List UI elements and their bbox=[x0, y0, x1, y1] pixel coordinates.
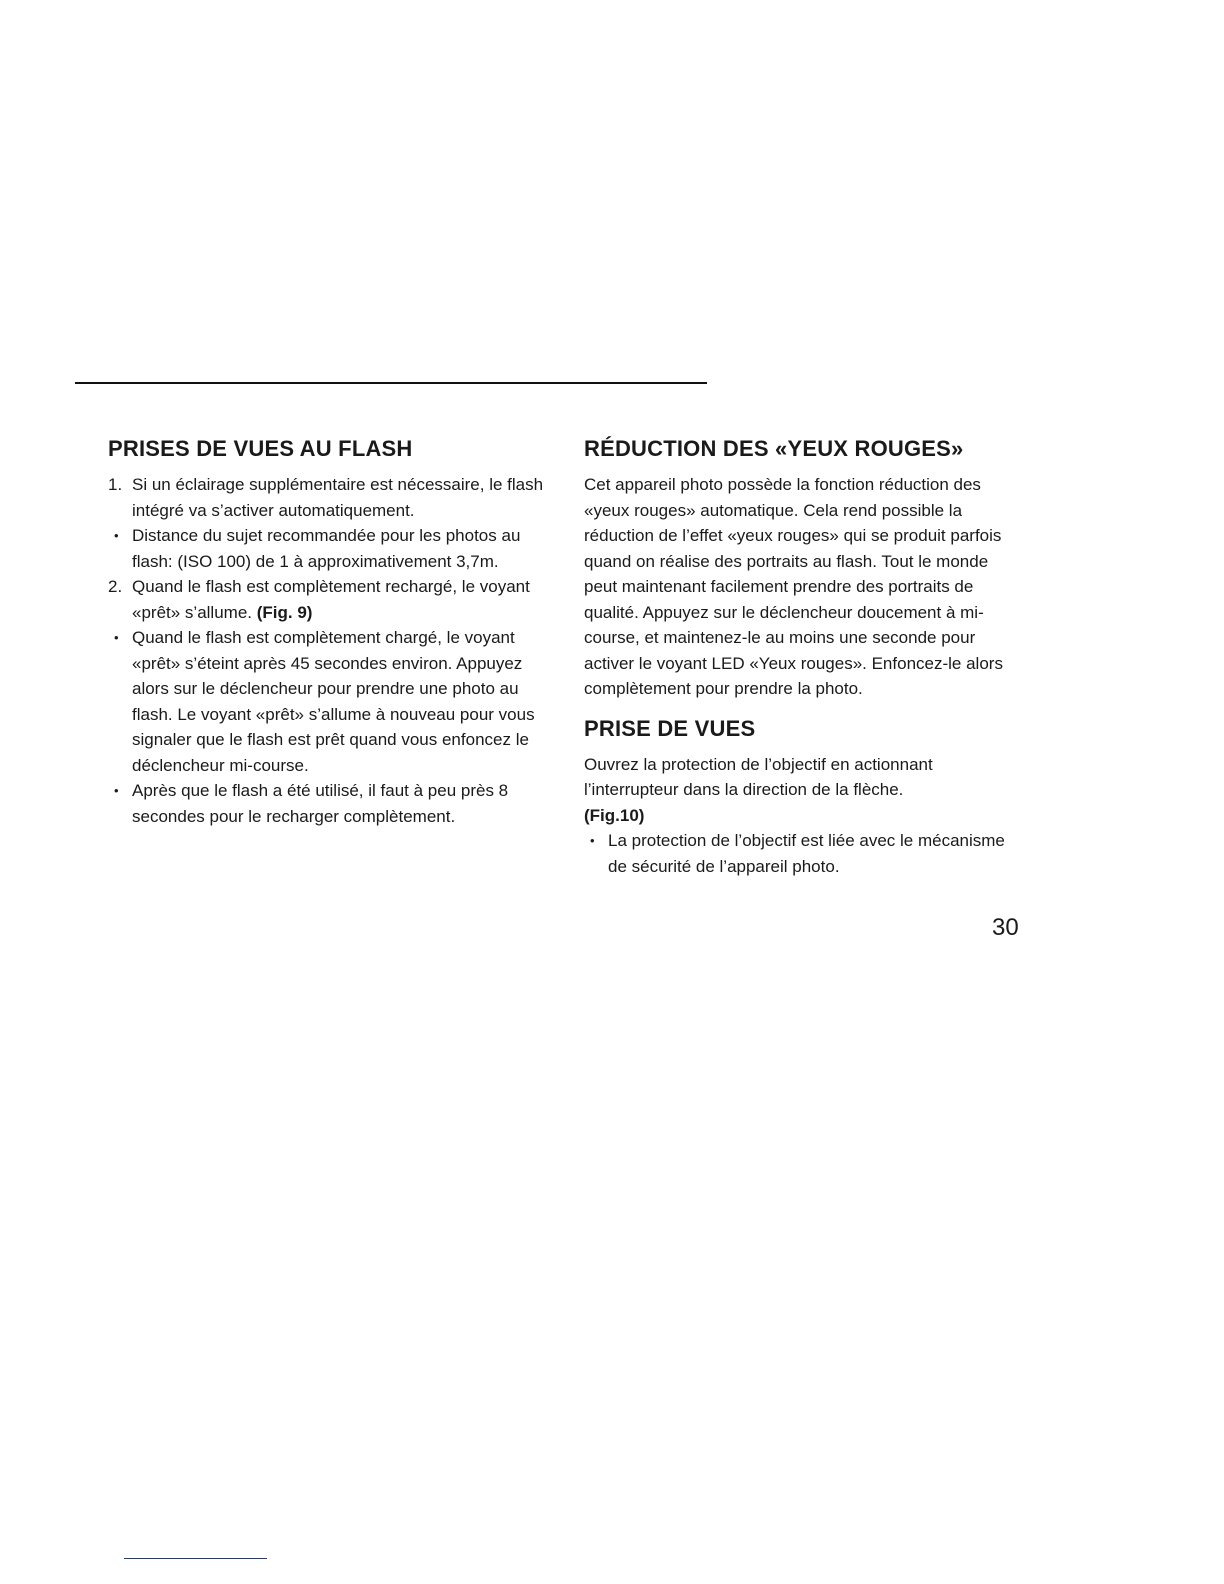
list-number: 2. bbox=[108, 577, 123, 596]
shooting-paragraph: Ouvrez la protection de l’objectif en actionnant l’interrupteur dans la direction de la flèche. bbox=[584, 754, 933, 799]
right-column bbox=[584, 436, 1014, 879]
list-item bbox=[108, 472, 558, 523]
red-eye-paragraph: Cet appareil photo possède la fonction réduction des «yeux rouges» automatique. Cela rend possible la réduction de l’effet «yeux rouges» qui se produit parfois quand on réalise des portraits au flash. Tout le monde peut maintenant facilement prendre des portraits de qualité. Appuyez sur le déclencheur doucement à mi-course, et maintenez-le au moins une seconde pour activer le voyant LED «Yeux rouges». Enfoncez-le alors complètement pour prendre la photo. bbox=[584, 475, 1003, 698]
list-item-text: Si un éclairage supplémentaire est nécessaire, le flash intégré va s’activer automatiquement. bbox=[132, 475, 544, 520]
list-item bbox=[108, 574, 558, 625]
shooting-bullet-list bbox=[584, 828, 1014, 879]
list-item-text: Distance du sujet recommandée pour les photos au flash: (ISO 100) de 1 à approximativement 3,7m. bbox=[132, 526, 521, 571]
bullet-icon: • bbox=[114, 630, 119, 645]
flash-instructions-list bbox=[108, 472, 558, 829]
list-item bbox=[584, 828, 1014, 879]
page-number: 30 bbox=[992, 914, 1019, 941]
top-divider-rule bbox=[75, 382, 707, 384]
list-item-text: Quand le flash est complètement chargé, le voyant «prêt» s’éteint après 45 secondes environ. Appuyez alors sur le déclencheur pour prendre une photo au flash. Le voyant «prêt» s’allume à nouveau pour vous signaler que le flash est prêt quand vous enfoncez le déclencheur mi-course. bbox=[132, 628, 535, 775]
list-item bbox=[108, 625, 558, 778]
shooting-section-title: PRISE DE VUES bbox=[584, 715, 756, 741]
list-item-text: Quand le flash est complètement rechargé, le voyant «prêt» s’allume. bbox=[132, 577, 530, 622]
list-item-text: Après que le flash a été utilisé, il faut à peu près 8 secondes pour le recharger complètement. bbox=[132, 781, 509, 826]
bullet-icon: • bbox=[114, 783, 119, 798]
bullet-icon: • bbox=[590, 833, 595, 848]
list-item-text: La protection de l’objectif est liée avec le mécanisme de sécurité de l’appareil photo. bbox=[608, 831, 1005, 876]
bottom-edge-line bbox=[124, 1558, 267, 1559]
figure-reference: (Fig.10) bbox=[584, 805, 645, 825]
figure-reference: (Fig. 9) bbox=[256, 602, 313, 622]
bullet-icon: • bbox=[114, 528, 119, 543]
flash-section-title: PRISES DE VUES AU FLASH bbox=[108, 436, 413, 461]
list-number: 1. bbox=[108, 475, 123, 494]
list-item bbox=[108, 778, 558, 829]
red-eye-section-title: RÉDUCTION DES «YEUX ROUGES» bbox=[584, 436, 964, 461]
flash-section bbox=[108, 436, 558, 829]
list-item bbox=[108, 523, 558, 574]
